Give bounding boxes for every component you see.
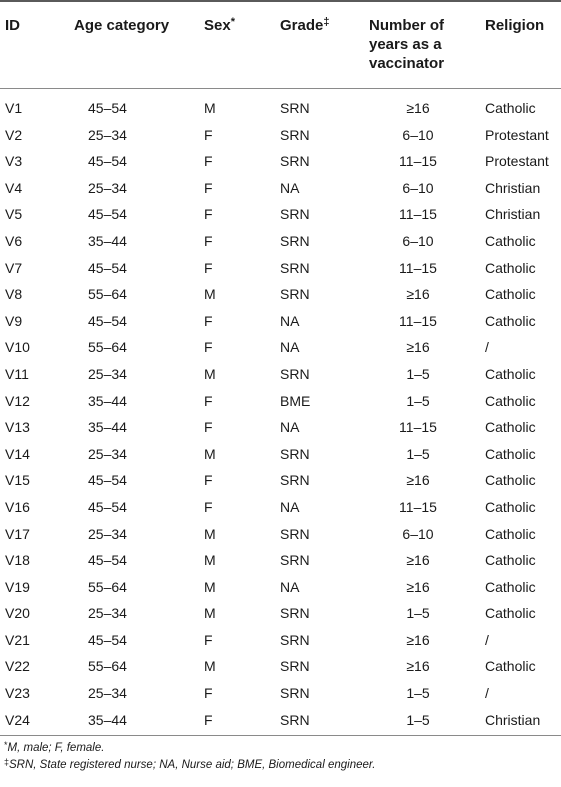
cell-religion: Catholic (485, 365, 536, 382)
cell-age-category: 25–34 (88, 525, 127, 542)
header-grade-label: Grade (280, 17, 324, 34)
cell-religion: Catholic (485, 498, 536, 515)
header-religion (485, 1, 561, 89)
cell-age-category: 45–54 (88, 552, 127, 569)
cell-id: V16 (5, 498, 30, 515)
footnote-grade-mark: ‡ (4, 757, 10, 767)
cell-sex: F (204, 126, 213, 143)
cell-years-as-vaccinator: ≥16 (406, 631, 430, 648)
cell-id: V2 (5, 126, 23, 143)
cell-grade: SRN (280, 259, 310, 276)
table-row (0, 680, 561, 707)
header-sex-footnote-mark: * (230, 16, 235, 28)
cell-years-as-vaccinator: 1–5 (406, 392, 430, 409)
cell-sex: F (204, 711, 213, 728)
cell-id: V14 (5, 445, 30, 462)
table-row (0, 334, 561, 361)
cell-grade: NA (280, 498, 300, 515)
cell-years-as-vaccinator: 6–10 (402, 126, 434, 143)
cell-grade: SRN (280, 365, 310, 382)
cell-sex: F (204, 206, 213, 223)
cell-sex: F (204, 259, 213, 276)
table-header (0, 1, 561, 89)
cell-grade: SRN (280, 206, 310, 223)
cell-age-category: 45–54 (88, 498, 127, 515)
cell-sex: F (204, 392, 213, 409)
cell-id: V12 (5, 392, 30, 409)
cell-age-category: 45–54 (88, 100, 127, 116)
cell-years-as-vaccinator: 1–5 (406, 685, 430, 702)
cell-id: V8 (5, 286, 23, 303)
header-sex (204, 1, 280, 89)
cell-id: V9 (5, 312, 23, 329)
cell-sex: M (204, 445, 216, 462)
table-row (0, 467, 561, 494)
cell-years-as-vaccinator: 1–5 (406, 711, 430, 728)
table-footnotes (4, 740, 375, 774)
cell-sex: F (204, 232, 213, 249)
table-row (0, 707, 561, 736)
cell-id: V1 (5, 100, 23, 116)
cell-sex: F (204, 631, 213, 648)
cell-age-category: 45–54 (88, 631, 127, 648)
cell-grade: NA (280, 179, 300, 196)
cell-religion: Catholic (485, 392, 536, 409)
cell-age-category: 55–64 (88, 578, 127, 595)
cell-years-as-vaccinator: ≥16 (406, 286, 430, 303)
cell-sex: M (204, 552, 216, 569)
cell-age-category: 45–54 (88, 312, 127, 329)
header-id-label: ID (5, 17, 20, 34)
table-row (0, 308, 561, 335)
cell-age-category: 35–44 (88, 419, 127, 436)
cell-religion: Protestant (485, 126, 549, 143)
table-row (0, 148, 561, 175)
cell-years-as-vaccinator: 11–15 (399, 312, 437, 329)
cell-grade: SRN (280, 126, 310, 143)
cell-sex: M (204, 578, 216, 595)
cell-age-category: 45–54 (88, 153, 127, 170)
cell-id: V5 (5, 206, 23, 223)
cell-years-as-vaccinator: 11–15 (399, 153, 437, 170)
cell-grade: SRN (280, 153, 310, 170)
cell-religion: Catholic (485, 552, 536, 569)
table-row (0, 600, 561, 627)
cell-sex: M (204, 658, 216, 675)
header-sex-label: Sex (204, 17, 231, 34)
cell-religion: Catholic (485, 445, 536, 462)
cell-grade: SRN (280, 286, 310, 303)
cell-grade: NA (280, 339, 300, 356)
cell-age-category: 55–64 (88, 286, 127, 303)
cell-sex: F (204, 498, 213, 515)
cell-age-category: 25–34 (88, 126, 127, 143)
cell-age-category: 35–44 (88, 232, 127, 249)
cell-sex: M (204, 100, 216, 116)
cell-sex: F (204, 179, 213, 196)
cell-sex: M (204, 365, 216, 382)
header-religion-label: Religion (485, 17, 545, 34)
cell-grade: SRN (280, 658, 310, 675)
cell-age-category: 45–54 (88, 259, 127, 276)
cell-years-as-vaccinator: 6–10 (402, 232, 434, 249)
cell-age-category: 25–34 (88, 685, 127, 702)
cell-id: V15 (5, 472, 30, 489)
cell-grade: SRN (280, 100, 310, 116)
table-row (0, 201, 561, 228)
cell-religion: Catholic (485, 232, 536, 249)
cell-religion: / (485, 631, 489, 648)
cell-religion: Catholic (485, 286, 536, 303)
cell-years-as-vaccinator: 11–15 (399, 419, 437, 436)
table-row (0, 388, 561, 415)
cell-religion: Catholic (485, 605, 536, 622)
cell-sex: F (204, 312, 213, 329)
cell-id: V24 (5, 711, 30, 728)
cell-years-as-vaccinator: ≥16 (406, 100, 430, 116)
cell-religion: Catholic (485, 312, 536, 329)
cell-years-as-vaccinator: ≥16 (406, 658, 430, 675)
cell-years-as-vaccinator: ≥16 (406, 578, 430, 595)
cell-age-category: 25–34 (88, 605, 127, 622)
cell-id: V17 (5, 525, 30, 542)
cell-years-as-vaccinator: 1–5 (406, 605, 430, 622)
cell-id: V4 (5, 179, 23, 196)
table-body (0, 89, 561, 736)
table-row (0, 547, 561, 574)
table-row (0, 414, 561, 441)
header-age-category (71, 1, 204, 89)
table-row (0, 361, 561, 388)
table-row (0, 521, 561, 548)
footnote-sex-mark: * (4, 740, 8, 750)
header-years-label: Number of years as a vaccinator (369, 17, 445, 72)
cell-id: V3 (5, 153, 23, 170)
table-row (0, 228, 561, 255)
cell-sex: M (204, 525, 216, 542)
header-grade (280, 1, 369, 89)
table-row (0, 281, 561, 308)
cell-sex: F (204, 339, 213, 356)
cell-religion: Christian (485, 206, 541, 223)
table-row (0, 255, 561, 282)
cell-sex: F (204, 153, 213, 170)
cell-religion: Catholic (485, 259, 536, 276)
cell-grade: SRN (280, 525, 310, 542)
cell-religion: Catholic (485, 472, 536, 489)
cell-age-category: 45–54 (88, 206, 127, 223)
cell-religion: Catholic (485, 578, 536, 595)
cell-grade: SRN (280, 445, 310, 462)
cell-grade: SRN (280, 631, 310, 648)
cell-grade: SRN (280, 605, 310, 622)
cell-religion: Catholic (485, 525, 536, 542)
header-grade-footnote-mark: ‡ (323, 16, 330, 28)
header-age-label: Age category (74, 17, 170, 34)
cell-id: V21 (5, 631, 30, 648)
cell-id: V18 (5, 552, 30, 569)
header-years-as-vaccinator (369, 1, 485, 89)
cell-grade: NA (280, 312, 300, 329)
cell-years-as-vaccinator: ≥16 (406, 472, 430, 489)
footnote-grade (4, 757, 375, 774)
cell-age-category: 45–54 (88, 472, 127, 489)
cell-religion: Catholic (485, 658, 536, 675)
cell-sex: M (204, 605, 216, 622)
cell-age-category: 55–64 (88, 339, 127, 356)
cell-religion: / (485, 685, 489, 702)
cell-religion: Christian (485, 711, 541, 728)
cell-years-as-vaccinator: 11–15 (399, 259, 437, 276)
cell-religion: Catholic (485, 100, 536, 116)
cell-years-as-vaccinator: 6–10 (402, 525, 434, 542)
table-row (0, 653, 561, 680)
header-id (0, 1, 71, 89)
table-row (0, 175, 561, 202)
cell-id: V19 (5, 578, 30, 595)
table-row (0, 89, 561, 122)
cell-id: V20 (5, 605, 30, 622)
cell-grade: SRN (280, 232, 310, 249)
cell-years-as-vaccinator: 11–15 (399, 206, 437, 223)
cell-grade: NA (280, 419, 300, 436)
cell-religion: Protestant (485, 153, 549, 170)
table-row (0, 122, 561, 149)
cell-id: V7 (5, 259, 23, 276)
cell-religion: Christian (485, 179, 541, 196)
cell-grade: NA (280, 578, 300, 595)
cell-sex: F (204, 419, 213, 436)
cell-id: V23 (5, 685, 30, 702)
cell-age-category: 25–34 (88, 365, 127, 382)
header-row (0, 1, 561, 89)
cell-sex: F (204, 472, 213, 489)
cell-grade: SRN (280, 552, 310, 569)
cell-id: V6 (5, 232, 23, 249)
cell-id: V13 (5, 419, 30, 436)
footnote-sex-text: M, male; F, female. (7, 742, 105, 754)
cell-id: V10 (5, 339, 30, 356)
cell-grade: BME (280, 392, 311, 409)
cell-years-as-vaccinator: ≥16 (406, 552, 430, 569)
cell-age-category: 35–44 (88, 392, 127, 409)
cell-years-as-vaccinator: ≥16 (406, 339, 430, 356)
cell-years-as-vaccinator: 1–5 (406, 445, 430, 462)
table-row (0, 627, 561, 654)
cell-age-category: 35–44 (88, 711, 127, 728)
cell-grade: SRN (280, 472, 310, 489)
table-row (0, 441, 561, 468)
cell-years-as-vaccinator: 1–5 (406, 365, 430, 382)
cell-sex: F (204, 685, 213, 702)
cell-age-category: 25–34 (88, 179, 127, 196)
cell-age-category: 25–34 (88, 445, 127, 462)
footnote-grade-text: SRN, State registered nurse; NA, Nurse aid; BME, Biomedical engineer. (9, 759, 376, 771)
cell-years-as-vaccinator: 11–15 (399, 498, 437, 515)
table-row (0, 574, 561, 601)
cell-sex: M (204, 286, 216, 303)
cell-years-as-vaccinator: 6–10 (402, 179, 434, 196)
cell-id: V22 (5, 658, 30, 675)
table-row (0, 494, 561, 521)
cell-religion: / (485, 339, 489, 356)
cell-grade: SRN (280, 711, 310, 728)
cell-id: V11 (5, 365, 29, 382)
footnote-sex (4, 740, 375, 757)
cell-religion: Catholic (485, 419, 536, 436)
cell-grade: SRN (280, 685, 310, 702)
cell-age-category: 55–64 (88, 658, 127, 675)
